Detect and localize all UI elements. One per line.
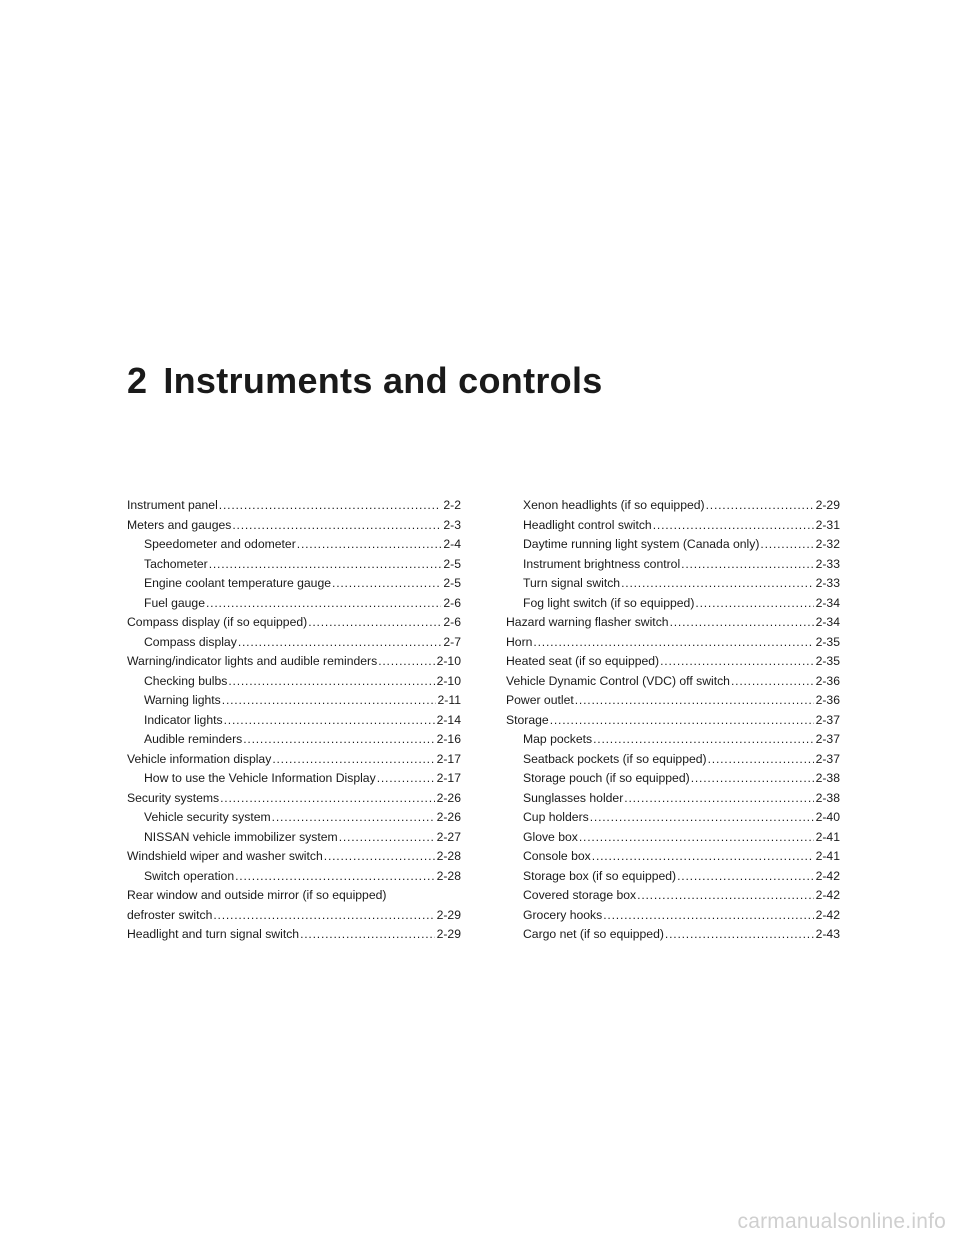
toc-entry-label-line1: Rear window and outside mirror (if so equipped) — [127, 888, 387, 902]
toc-entry[interactable] — [506, 828, 840, 848]
toc-entry[interactable] — [127, 672, 461, 692]
toc-entry-page: 2-27 — [436, 829, 461, 844]
dot-leader — [660, 652, 813, 672]
toc-entry-page: 2-34 — [815, 595, 840, 610]
dot-leader — [653, 516, 814, 536]
toc-entry[interactable] — [506, 906, 840, 926]
dot-leader — [243, 730, 434, 750]
dot-leader — [222, 691, 436, 711]
toc-entry-label: Compass display (if so equipped) — [127, 615, 308, 629]
toc-entry[interactable] — [506, 730, 840, 750]
dot-leader — [300, 925, 435, 945]
toc-entry-label: Security systems — [127, 790, 220, 805]
watermark: carmanualsonline.info — [737, 1210, 946, 1233]
toc-entry-page: 2-42 — [815, 888, 840, 902]
toc-entry-label: Checking bulbs — [144, 673, 228, 688]
toc-entry-page: 2-28 — [436, 849, 461, 863]
toc-entry-page: 2-5 — [443, 556, 461, 571]
toc-entry[interactable] — [506, 769, 840, 789]
dot-leader — [592, 847, 814, 867]
toc-entry-page: 2-17 — [436, 771, 461, 785]
toc-entry-label: Cup holders — [523, 810, 589, 824]
dot-leader — [590, 808, 814, 828]
dot-leader — [665, 925, 814, 945]
toc-entry-label: Storage — [506, 712, 549, 727]
toc-entry-label: defroster switch — [127, 907, 213, 922]
chapter-number: 2 — [127, 360, 148, 401]
toc-entry[interactable] — [506, 691, 840, 711]
toc-entry[interactable] — [127, 574, 461, 594]
dot-leader — [533, 633, 813, 653]
toc-entry[interactable] — [506, 613, 840, 633]
toc-entry[interactable] — [506, 847, 840, 867]
dot-leader — [579, 828, 814, 848]
toc-entry-page: 2-35 — [815, 654, 840, 668]
toc-entry-label: Glove box — [523, 829, 578, 844]
toc-entry-label: Console box — [523, 849, 591, 863]
toc-entry-page: 2-42 — [815, 868, 840, 883]
toc-entry-label: Map pockets — [523, 732, 593, 746]
dot-leader — [272, 750, 434, 770]
toc-entry-page: 2-14 — [436, 712, 461, 727]
toc-entry[interactable] — [127, 594, 461, 614]
dot-leader — [238, 633, 442, 653]
toc-entry[interactable] — [127, 808, 461, 828]
toc-entry-label: Vehicle Dynamic Control (VDC) off switch — [506, 673, 730, 688]
toc-entry-label: Power outlet — [506, 693, 574, 707]
toc-entry[interactable] — [127, 496, 461, 516]
toc-entry[interactable] — [127, 769, 461, 789]
toc-entry-label: Turn signal switch — [523, 576, 621, 590]
toc-entry[interactable] — [506, 925, 840, 945]
dot-leader — [308, 613, 441, 633]
dot-leader — [670, 613, 814, 633]
toc-entry-label: Windshield wiper and washer switch — [127, 849, 323, 863]
toc-entry[interactable] — [506, 535, 840, 555]
toc-entry[interactable] — [127, 867, 461, 887]
toc-entry-label: Headlight control switch — [523, 517, 652, 532]
toc-entry[interactable] — [506, 711, 840, 731]
dot-leader — [575, 691, 814, 711]
toc-entry-label: Horn — [506, 634, 533, 649]
dot-leader — [228, 672, 434, 692]
toc-entry-page: 2-36 — [815, 673, 840, 688]
toc-entry-label: Headlight and turn signal switch — [127, 927, 300, 941]
toc-entry-page: 2-40 — [815, 810, 840, 824]
dot-leader — [209, 555, 442, 575]
toc-entry[interactable] — [127, 847, 461, 867]
toc-entry[interactable] — [506, 750, 840, 770]
toc-entry-page: 2-35 — [815, 634, 840, 649]
toc-entry-page: 2-33 — [815, 556, 840, 571]
toc-entry[interactable] — [506, 496, 840, 516]
toc-entry-label: Sunglasses holder — [523, 790, 624, 805]
toc-entry[interactable] — [127, 691, 461, 711]
toc-entry-page: 2-33 — [815, 576, 840, 590]
dot-leader — [681, 555, 813, 575]
toc-entry-label: Meters and gauges — [127, 517, 232, 532]
toc-entry-page: 2-16 — [436, 732, 461, 746]
toc-entry-page: 2-31 — [815, 517, 840, 532]
toc-entry[interactable] — [127, 789, 461, 809]
toc-entry-page: 2-10 — [436, 654, 461, 668]
toc-entry-page: 2-29 — [815, 498, 840, 512]
dot-leader — [637, 886, 813, 906]
toc-entry[interactable] — [127, 711, 461, 731]
toc-entry-label: Audible reminders — [144, 732, 243, 746]
toc-entry[interactable] — [127, 613, 461, 633]
dot-leader — [731, 672, 814, 692]
toc-entry[interactable] — [506, 516, 840, 536]
dot-leader — [339, 828, 435, 848]
toc-entry-page: 2-17 — [436, 751, 461, 766]
dot-leader — [324, 847, 435, 867]
toc-column-right — [506, 496, 840, 945]
toc-entry[interactable] — [506, 867, 840, 887]
toc-entry-label: NISSAN vehicle immobilizer system — [144, 829, 338, 844]
toc-entry[interactable] — [506, 886, 840, 906]
toc-entry-page: 2-28 — [436, 868, 461, 883]
dot-leader — [332, 574, 441, 594]
toc-entry-label: Compass display — [144, 634, 237, 649]
dot-leader — [621, 574, 814, 594]
toc-entry-page: 2-6 — [443, 595, 461, 610]
toc-entry-label: Vehicle information display — [127, 751, 272, 766]
dot-leader — [378, 652, 434, 672]
dot-leader — [219, 496, 442, 516]
toc-entry-page: 2-6 — [443, 615, 461, 629]
toc-entry-label: Grocery hooks — [523, 907, 603, 922]
dot-leader — [232, 516, 441, 536]
toc-entry-label: Seatback pockets (if so equipped) — [523, 751, 707, 766]
toc-entry-page: 2-37 — [815, 712, 840, 727]
dot-leader — [272, 808, 435, 828]
toc-entry-label: Xenon headlights (if so equipped) — [523, 498, 705, 512]
toc-entry-page: 2-4 — [443, 537, 461, 551]
toc-entry[interactable] — [506, 672, 840, 692]
dot-leader — [235, 867, 434, 887]
toc-entry[interactable] — [506, 633, 840, 653]
toc-entry[interactable] — [127, 633, 461, 653]
toc-entry-page: 2-36 — [815, 693, 840, 707]
toc-entry-label: Fuel gauge — [144, 595, 205, 610]
toc-entry-page: 2-26 — [436, 810, 461, 824]
toc-entry[interactable] — [506, 808, 840, 828]
toc-entry[interactable] — [127, 516, 461, 536]
toc-entry-page: 2-37 — [815, 751, 840, 766]
dot-leader — [706, 496, 814, 516]
toc-entry-label: Fog light switch (if so equipped) — [523, 595, 695, 610]
dot-leader — [708, 750, 814, 770]
dot-leader — [297, 535, 442, 555]
toc-entry[interactable] — [506, 789, 840, 809]
toc-entry-label: Hazard warning flasher switch — [506, 615, 669, 629]
toc-entry[interactable] — [127, 886, 461, 925]
dot-leader — [695, 594, 813, 614]
toc-entry-label: Tachometer — [144, 556, 208, 571]
toc-entry-page: 2-29 — [436, 907, 461, 922]
toc-entry-page: 2-26 — [436, 790, 461, 805]
toc-entry-label: Warning/indicator lights and audible reminders — [127, 654, 378, 668]
toc-entry[interactable] — [127, 555, 461, 575]
toc-entry-label: Storage pouch (if so equipped) — [523, 771, 690, 785]
toc-entry-page: 2-34 — [815, 615, 840, 629]
toc-entry-label: Cargo net (if so equipped) — [523, 927, 664, 941]
toc-entry[interactable] — [127, 828, 461, 848]
toc-entry[interactable] — [127, 925, 461, 945]
toc-entry-page: 2-29 — [436, 927, 461, 941]
toc-entry-page: 2-38 — [815, 771, 840, 785]
toc-entry-label: Switch operation — [144, 868, 235, 883]
chapter-title — [127, 360, 603, 402]
dot-leader — [550, 711, 814, 731]
toc-entry-label: Warning lights — [144, 693, 221, 707]
toc-entry-label: Vehicle security system — [144, 810, 271, 824]
toc-entry-label: How to use the Vehicle Information Display — [144, 771, 376, 785]
dot-leader — [760, 535, 813, 555]
dot-leader — [206, 594, 441, 614]
dot-leader — [691, 769, 814, 789]
toc-entry-page: 2-2 — [443, 498, 461, 512]
toc-entry-page: 2-3 — [443, 517, 461, 532]
toc-entry-label: Heated seat (if so equipped) — [506, 654, 660, 668]
toc-entry[interactable] — [127, 535, 461, 555]
toc-entry-label: Engine coolant temperature gauge — [144, 576, 332, 590]
toc-entry-label: Instrument brightness control — [523, 556, 681, 571]
toc-entry[interactable] — [506, 652, 840, 672]
toc-entry[interactable] — [127, 730, 461, 750]
toc-entry[interactable] — [506, 594, 840, 614]
toc-entry-label: Indicator lights — [144, 712, 223, 727]
dot-leader — [624, 789, 813, 809]
toc-entry[interactable] — [506, 555, 840, 575]
toc-entry-page: 2-10 — [436, 673, 461, 688]
toc-column-left — [127, 496, 461, 945]
toc-entry-page: 2-38 — [815, 790, 840, 805]
toc-entry-page: 2-42 — [815, 907, 840, 922]
toc-entry-page: 2-37 — [815, 732, 840, 746]
dot-leader — [593, 730, 813, 750]
dot-leader — [224, 711, 435, 731]
dot-leader — [377, 769, 435, 789]
toc-entry-label: Covered storage box — [523, 888, 637, 902]
toc-entry-page: 2-41 — [815, 829, 840, 844]
toc-entry-label: Instrument panel — [127, 498, 218, 512]
toc-entry-label: Speedometer and odometer — [144, 537, 296, 551]
dot-leader — [677, 867, 813, 887]
toc-entry-label: Storage box (if so equipped) — [523, 868, 677, 883]
toc-entry-page: 2-11 — [437, 693, 461, 707]
toc-entry-page: 2-5 — [443, 576, 461, 590]
toc-entry-page: 2-7 — [443, 634, 461, 649]
dot-leader — [213, 906, 434, 926]
chapter-title-text: Instruments and controls — [163, 360, 603, 401]
dot-leader — [220, 789, 434, 809]
toc-entry-page: 2-41 — [815, 849, 840, 863]
toc-entry[interactable] — [127, 750, 461, 770]
toc-entry-page: 2-43 — [815, 927, 840, 941]
dot-leader — [603, 906, 813, 926]
toc-entry[interactable] — [127, 652, 461, 672]
toc-entry-page: 2-32 — [815, 537, 840, 551]
toc-entry[interactable] — [506, 574, 840, 594]
toc-entry-label: Daytime running light system (Canada only) — [523, 537, 760, 551]
